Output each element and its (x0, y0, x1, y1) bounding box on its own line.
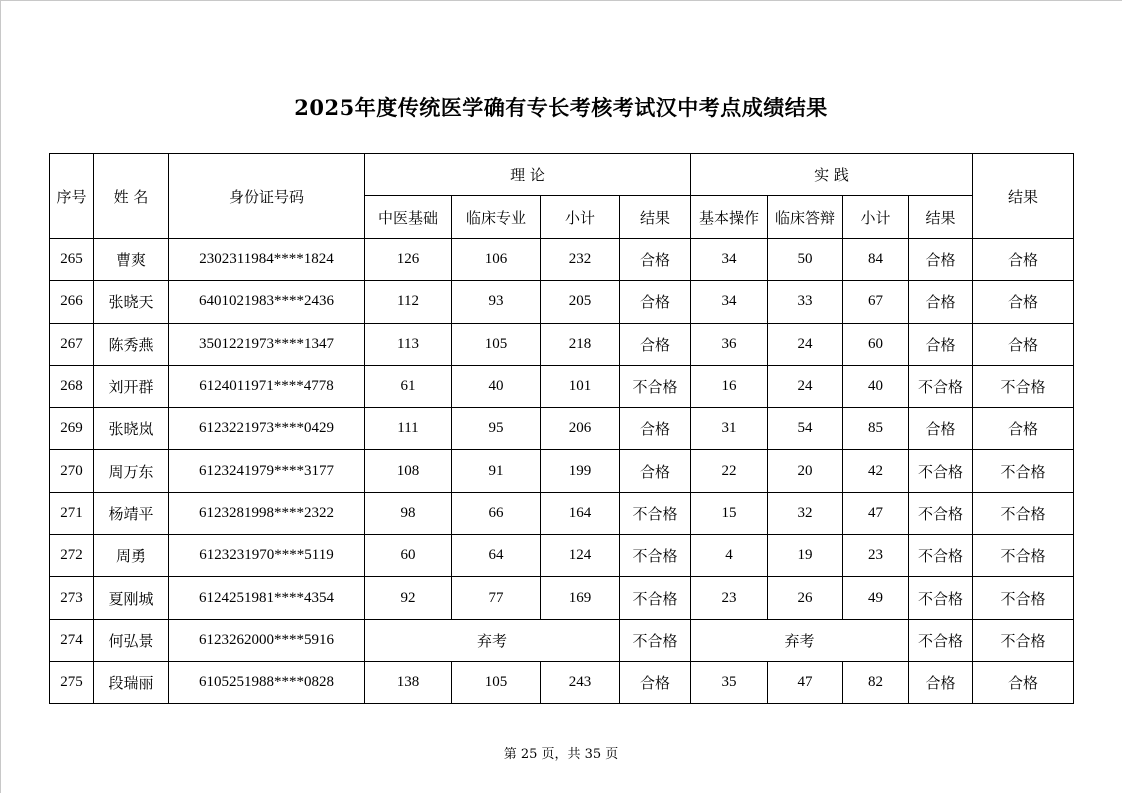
cell-theory-basic: 126 (365, 239, 452, 281)
cell-practice-defense: 19 (768, 535, 843, 577)
cell-theory-result: 合格 (620, 408, 691, 450)
header-practice-operation: 基本操作 (691, 196, 768, 239)
cell-theory-subtotal: 164 (541, 492, 620, 534)
header-final-result: 结果 (973, 154, 1074, 239)
cell-seq: 273 (50, 577, 94, 619)
cell-practice-defense: 24 (768, 323, 843, 365)
cell-practice-result: 合格 (909, 281, 973, 323)
cell-practice-result: 不合格 (909, 619, 973, 661)
table-row (50, 619, 1074, 661)
cell-theory-basic: 112 (365, 281, 452, 323)
cell-seq: 269 (50, 408, 94, 450)
cell-practice-operation: 34 (691, 281, 768, 323)
cell-id: 6124251981****4354 (169, 577, 365, 619)
cell-seq: 272 (50, 535, 94, 577)
cell-theory-clinical: 105 (452, 661, 541, 703)
cell-practice-operation: 34 (691, 239, 768, 281)
cell-seq: 265 (50, 239, 94, 281)
table-row (50, 323, 1074, 365)
cell-final-result: 合格 (973, 661, 1074, 703)
table-row (50, 365, 1074, 407)
cell-id: 6123231970****5119 (169, 535, 365, 577)
cell-practice-result: 不合格 (909, 492, 973, 534)
cell-theory-subtotal: 232 (541, 239, 620, 281)
cell-theory-subtotal: 205 (541, 281, 620, 323)
table-row (50, 408, 1074, 450)
cell-theory-subtotal: 101 (541, 365, 620, 407)
header-theory-clinical: 临床专业 (452, 196, 541, 239)
cell-theory-clinical: 66 (452, 492, 541, 534)
cell-practice-defense: 47 (768, 661, 843, 703)
cell-practice-result: 不合格 (909, 535, 973, 577)
header-practice-result: 结果 (909, 196, 973, 239)
cell-theory-basic: 138 (365, 661, 452, 703)
cell-practice-result: 不合格 (909, 577, 973, 619)
scores-table-body (50, 239, 1074, 704)
cell-name: 杨靖平 (94, 492, 169, 534)
cell-practice-defense: 50 (768, 239, 843, 281)
cell-theory-result: 合格 (620, 281, 691, 323)
cell-practice-operation: 31 (691, 408, 768, 450)
cell-id: 6105251988****0828 (169, 661, 365, 703)
cell-theory-subtotal: 199 (541, 450, 620, 492)
cell-name: 陈秀燕 (94, 323, 169, 365)
table-row (50, 281, 1074, 323)
cell-seq: 268 (50, 365, 94, 407)
cell-id: 6401021983****2436 (169, 281, 365, 323)
cell-final-result: 不合格 (973, 535, 1074, 577)
cell-seq: 266 (50, 281, 94, 323)
table-row (50, 239, 1074, 281)
cell-id: 6123241979****3177 (169, 450, 365, 492)
cell-final-result: 合格 (973, 323, 1074, 365)
cell-practice-subtotal: 82 (843, 661, 909, 703)
cell-seq: 271 (50, 492, 94, 534)
cell-theory-clinical: 91 (452, 450, 541, 492)
cell-theory-result: 合格 (620, 450, 691, 492)
cell-final-result: 不合格 (973, 492, 1074, 534)
cell-practice-result: 合格 (909, 239, 973, 281)
header-theory-subtotal: 小计 (541, 196, 620, 239)
cell-theory-result: 不合格 (620, 577, 691, 619)
cell-name: 张晓岚 (94, 408, 169, 450)
cell-name: 何弘景 (94, 619, 169, 661)
cell-theory-result: 不合格 (620, 365, 691, 407)
cell-practice-operation: 15 (691, 492, 768, 534)
cell-practice-defense: 32 (768, 492, 843, 534)
cell-theory-clinical: 95 (452, 408, 541, 450)
cell-theory-clinical: 93 (452, 281, 541, 323)
cell-final-result: 合格 (973, 239, 1074, 281)
cell-seq: 267 (50, 323, 94, 365)
header-name: 姓 名 (94, 154, 169, 239)
cell-id: 6123221973****0429 (169, 408, 365, 450)
cell-theory-result: 不合格 (620, 619, 691, 661)
cell-practice-subtotal: 40 (843, 365, 909, 407)
page-border-top (0, 0, 1122, 1)
header-row-top (50, 154, 1074, 196)
cell-theory-result: 不合格 (620, 535, 691, 577)
cell-theory-clinical: 64 (452, 535, 541, 577)
cell-practice-operation: 16 (691, 365, 768, 407)
cell-practice-subtotal: 47 (843, 492, 909, 534)
table-row (50, 661, 1074, 703)
cell-practice-result: 合格 (909, 323, 973, 365)
cell-practice-subtotal: 42 (843, 450, 909, 492)
cell-name: 周勇 (94, 535, 169, 577)
cell-name: 刘开群 (94, 365, 169, 407)
cell-practice-operation: 4 (691, 535, 768, 577)
cell-name: 曹爽 (94, 239, 169, 281)
header-id: 身份证号码 (169, 154, 365, 239)
cell-theory-clinical: 105 (452, 323, 541, 365)
cell-final-result: 不合格 (973, 365, 1074, 407)
cell-theory-result: 合格 (620, 239, 691, 281)
header-theory: 理 论 (365, 154, 691, 196)
cell-practice-result: 合格 (909, 661, 973, 703)
cell-practice-subtotal: 84 (843, 239, 909, 281)
cell-practice-operation: 35 (691, 661, 768, 703)
cell-seq: 274 (50, 619, 94, 661)
cell-final-result: 不合格 (973, 450, 1074, 492)
header-seq: 序号 (50, 154, 94, 239)
cell-practice-operation: 22 (691, 450, 768, 492)
cell-name: 周万东 (94, 450, 169, 492)
cell-theory-clinical: 40 (452, 365, 541, 407)
cell-practice-operation: 36 (691, 323, 768, 365)
cell-theory-basic: 60 (365, 535, 452, 577)
page-footer: 第 25 页，共 35 页 (503, 747, 619, 762)
cell-id: 6123262000****5916 (169, 619, 365, 661)
table-row (50, 577, 1074, 619)
cell-theory-clinical: 106 (452, 239, 541, 281)
header-practice-defense: 临床答辩 (768, 196, 843, 239)
cell-theory-basic: 113 (365, 323, 452, 365)
cell-seq: 270 (50, 450, 94, 492)
cell-practice-subtotal: 60 (843, 323, 909, 365)
cell-practice-result: 合格 (909, 408, 973, 450)
table-row (50, 535, 1074, 577)
cell-final-result: 不合格 (973, 577, 1074, 619)
cell-final-result: 不合格 (973, 619, 1074, 661)
cell-practice-subtotal: 23 (843, 535, 909, 577)
cell-practice-subtotal: 85 (843, 408, 909, 450)
cell-seq: 275 (50, 661, 94, 703)
cell-theory-subtotal: 218 (541, 323, 620, 365)
cell-theory-basic: 98 (365, 492, 452, 534)
cell-theory-basic: 108 (365, 450, 452, 492)
cell-practice-subtotal: 49 (843, 577, 909, 619)
cell-theory-subtotal: 206 (541, 408, 620, 450)
cell-practice-operation: 23 (691, 577, 768, 619)
cell-theory-absent: 弃考 (365, 619, 620, 661)
cell-practice-result: 不合格 (909, 365, 973, 407)
cell-theory-clinical: 77 (452, 577, 541, 619)
cell-theory-subtotal: 124 (541, 535, 620, 577)
cell-practice-defense: 54 (768, 408, 843, 450)
cell-practice-defense: 33 (768, 281, 843, 323)
cell-theory-subtotal: 243 (541, 661, 620, 703)
cell-practice-defense: 24 (768, 365, 843, 407)
cell-final-result: 合格 (973, 408, 1074, 450)
cell-theory-result: 合格 (620, 323, 691, 365)
cell-id: 6123281998****2322 (169, 492, 365, 534)
cell-theory-result: 合格 (620, 661, 691, 703)
cell-final-result: 合格 (973, 281, 1074, 323)
cell-id: 2302311984****1824 (169, 239, 365, 281)
cell-practice-subtotal: 67 (843, 281, 909, 323)
header-practice-subtotal: 小计 (843, 196, 909, 239)
header-theory-basic: 中医基础 (365, 196, 452, 239)
cell-theory-basic: 61 (365, 365, 452, 407)
cell-name: 夏刚城 (94, 577, 169, 619)
header-practice: 实 践 (691, 154, 973, 196)
cell-practice-absent: 弃考 (691, 619, 909, 661)
table-row (50, 450, 1074, 492)
cell-practice-result: 不合格 (909, 450, 973, 492)
cell-id: 6124011971****4778 (169, 365, 365, 407)
cell-name: 段瑞丽 (94, 661, 169, 703)
cell-practice-defense: 26 (768, 577, 843, 619)
cell-id: 3501221973****1347 (169, 323, 365, 365)
cell-practice-defense: 20 (768, 450, 843, 492)
cell-theory-basic: 111 (365, 408, 452, 450)
scores-table (49, 153, 1074, 704)
table-row (50, 492, 1074, 534)
cell-theory-subtotal: 169 (541, 577, 620, 619)
cell-theory-basic: 92 (365, 577, 452, 619)
cell-name: 张晓天 (94, 281, 169, 323)
page-title: 2025年度传统医学确有专长考核考试汉中考点成绩结果 (294, 95, 828, 120)
header-theory-result: 结果 (620, 196, 691, 239)
cell-theory-result: 不合格 (620, 492, 691, 534)
